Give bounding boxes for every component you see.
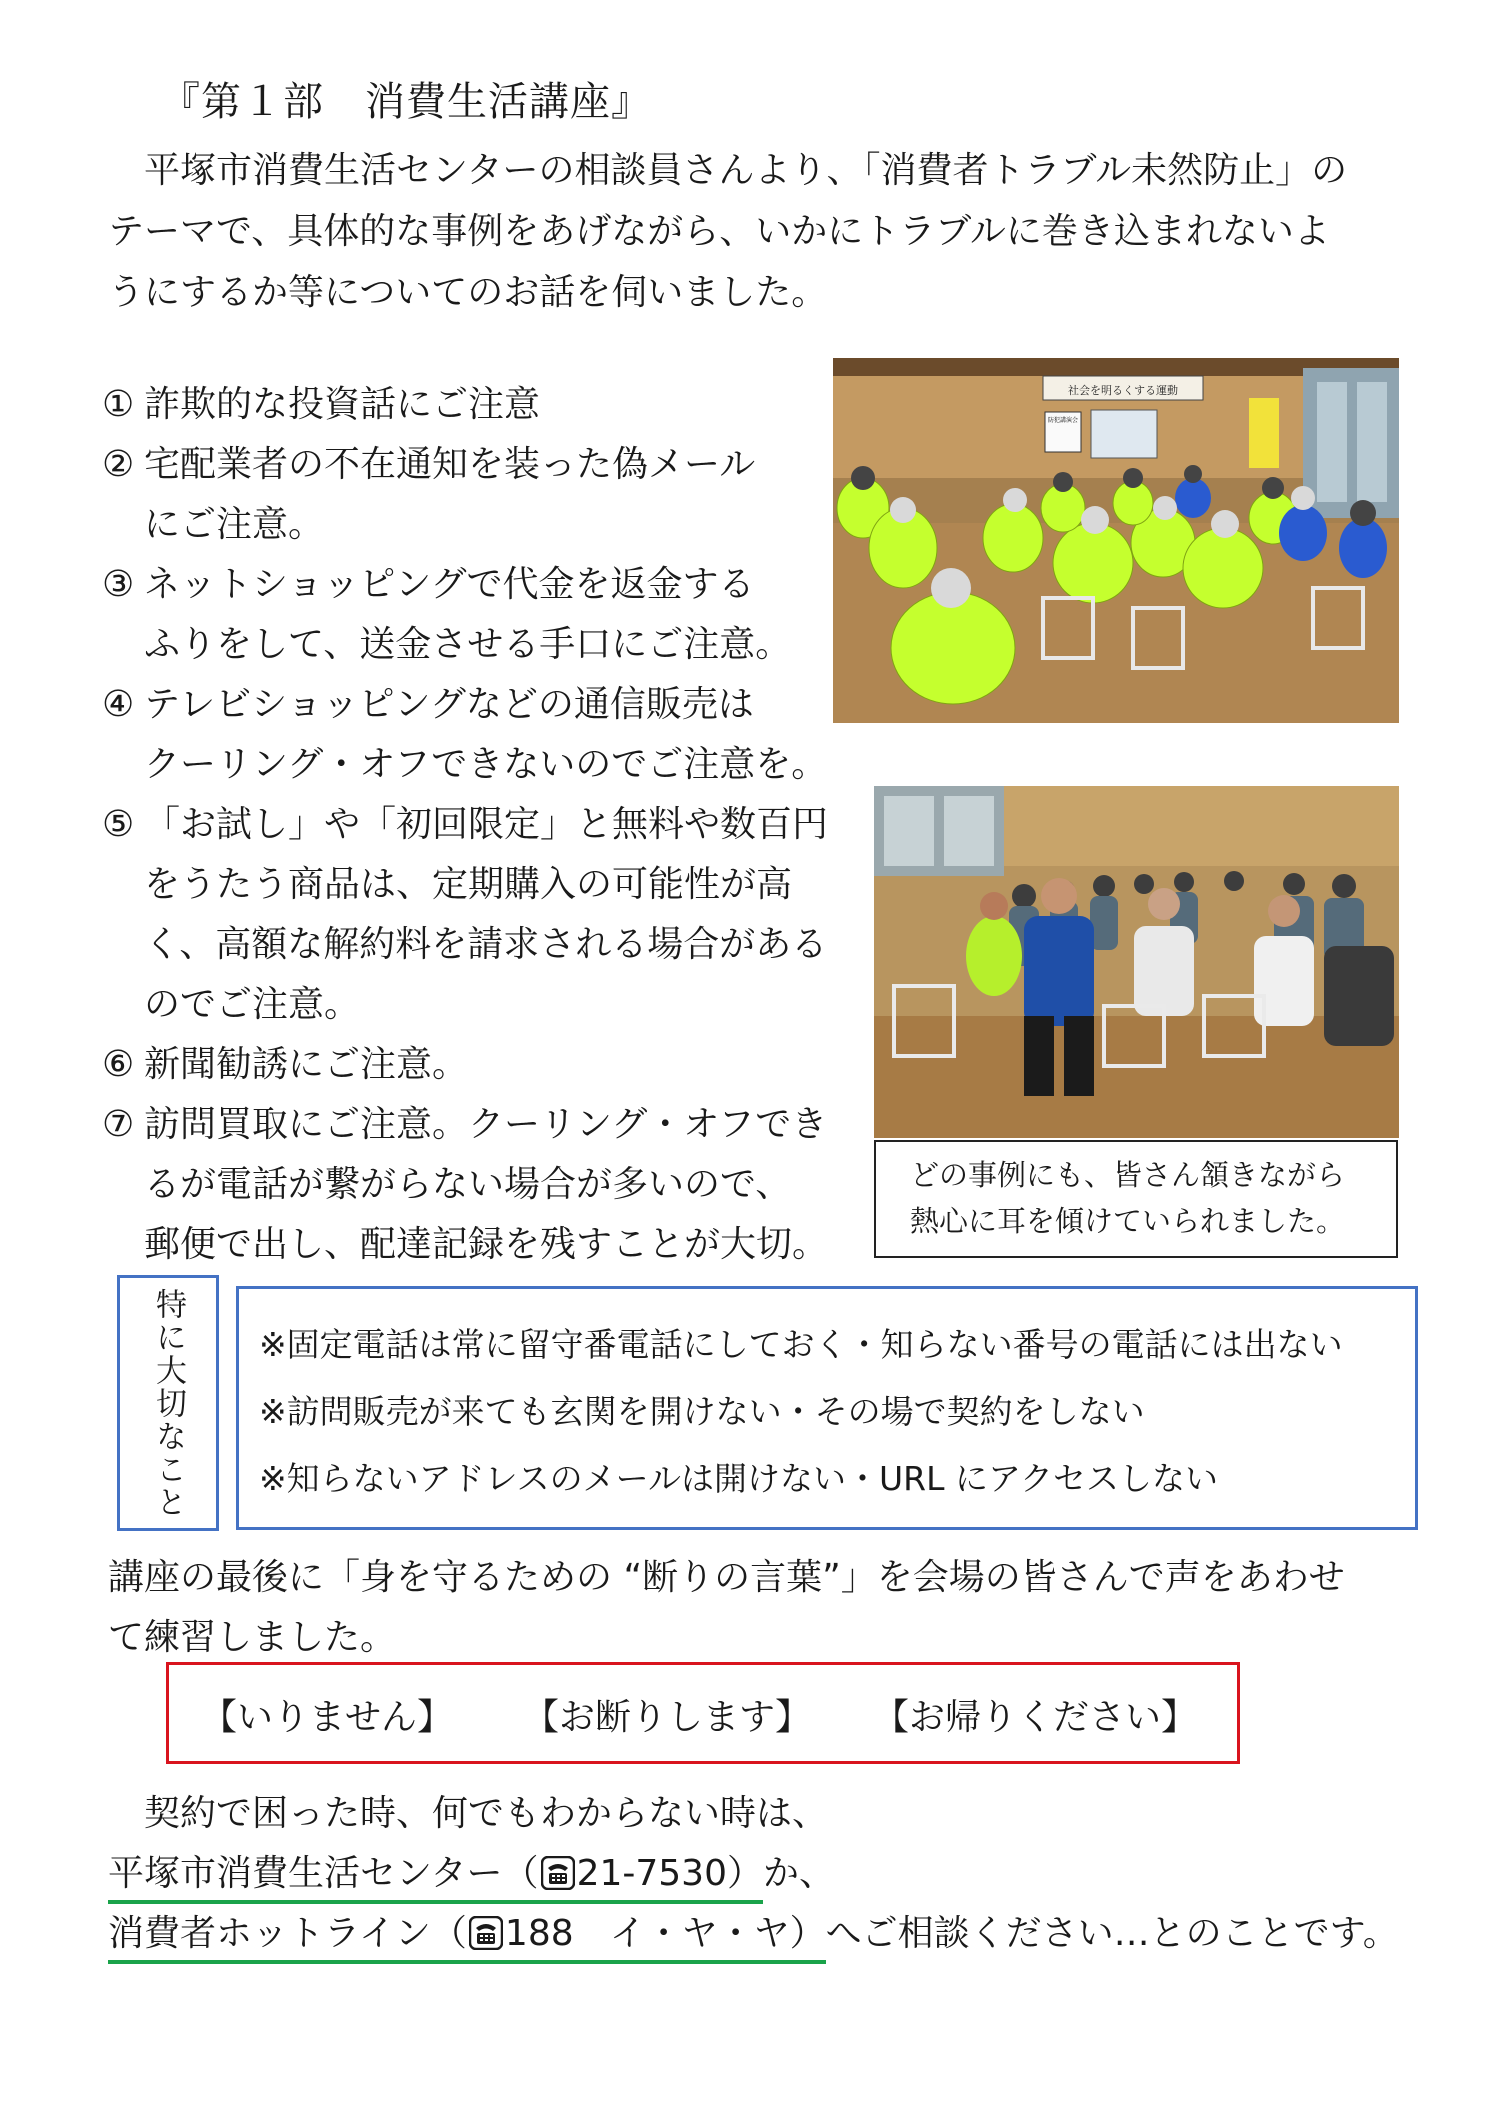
case-list [102,375,862,1275]
list-item-continuation: クーリング・オフできないのでご注意を。 [144,744,828,785]
list-item: ② 宅配業者の不在通知を装った偽メール [102,444,756,485]
section-title: 『第１部 消費生活講座』 [160,79,652,125]
practice-paragraph: 講座の最後に「身を守るための “断りの言葉”」を会場の皆さんで声をあわせ て練習しました。 [108,1557,1345,1658]
center-contact: 平塚市消費生活センター（ 21-7530） [108,1853,763,1904]
list-item-continuation: るが電話が繋がらない場合が多いので、 [144,1164,792,1205]
intro-line: 平塚市消費生活センターの相談員さんより、「消費者トラブル未然防止」の [108,150,1348,191]
list-item: ① 詐欺的な投資話にご注意 [102,384,541,425]
list-item-continuation: ふりをして、送金させる手口にご注意。 [144,624,792,665]
list-item-continuation: のでご注意。 [144,984,361,1025]
refusal-phrase: 【お断りします】 [523,1697,812,1738]
important-label: 特に大切なこと [150,1288,186,1519]
list-item-continuation: く、高額な解約料を請求される場合がある [144,924,828,965]
list-item: ④ テレビショッピングなどの通信販売は [102,684,754,725]
refusal-phrases-box [166,1662,1240,1764]
banner-text: 社会を明るくする運動 [1068,384,1178,397]
photo-caption: どの事例にも、皆さん頷きながら 熱心に耳を傾けていられました。 [874,1140,1398,1258]
important-item: ※知らないアドレスのメールは開けない・URL にアクセスしない [259,1459,1218,1498]
phone-icon [541,1856,575,1890]
hotline-contact: 消費者ホットライン（ 188 イ・ヤ・ヤ） [108,1913,826,1964]
list-item-continuation: にご注意。 [144,504,325,545]
center-line: 平塚市消費生活センター（ 21-7530）か、 [108,1844,1438,1904]
important-items-box [236,1286,1418,1530]
intro-paragraph [108,140,1408,323]
list-item: ⑦ 訪問買取にご注意。クーリング・オフでき [102,1104,828,1145]
lecture-photo-1 [833,358,1399,723]
refusal-phrase: 【お帰りください】 [873,1697,1198,1738]
closing-paragraph: 契約で困った時、何でもわからない時は、 平塚市消費生活センター（ 21-7530）か、 消費者ホットライン（ 188 イ・ヤ・ヤ）へご相談ください…とのことです。 [108,1784,1438,1964]
refusal-phrase: 【いりません】 [201,1697,454,1738]
important-label-box [117,1275,219,1531]
lecture-photo-2 [874,786,1399,1138]
list-item: ③ ネットショッピングで代金を返金する [102,564,755,605]
hotline-line: 消費者ホットライン（ 188 イ・ヤ・ヤ）へご相談ください…とのことです。 [108,1904,1438,1964]
lecture-photo-1-image [833,358,1399,723]
list-item: ⑥ 新聞勧誘にご注意。 [102,1044,469,1085]
list-item: ⑤ 「お試し」や「初回限定」と無料や数百円 [102,804,829,845]
list-item-continuation: をうたう商品は、定期購入の可能性が高 [144,864,793,905]
phone-icon [469,1916,503,1950]
list-item-continuation: 郵便で出し、配達記録を残すことが大切。 [144,1224,829,1265]
important-item: ※固定電話は常に留守番電話にしておく・知らない番号の電話には出ない [259,1325,1343,1364]
intro-line: テーマで、具体的な事例をあげながら、いかにトラブルに巻き込まれないよ [108,211,1330,252]
important-item: ※訪問販売が来ても玄関を開けない・その場で契約をしない [259,1392,1145,1431]
lecture-photo-2-image [874,786,1399,1138]
board-text: 防犯講演会 [1047,417,1079,424]
intro-line: うにするか等についてのお話を伺いました。 [108,272,828,313]
